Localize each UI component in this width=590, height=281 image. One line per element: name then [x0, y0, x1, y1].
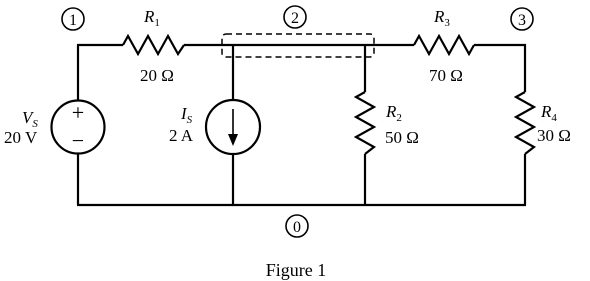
resistor-r1 — [123, 36, 184, 54]
r1-subscript: 1 — [154, 17, 160, 29]
r1-symbol: R — [144, 7, 155, 26]
node-1-label: 1 — [69, 12, 77, 29]
resistor-r2 — [356, 92, 374, 154]
r2-value: 50 Ω — [385, 128, 419, 147]
r4-value: 30 Ω — [537, 126, 571, 145]
resistor-r3 — [414, 36, 474, 54]
is-label — [180, 104, 193, 126]
wire-top-r3-n3 — [474, 45, 525, 92]
r4-subscript: 4 — [551, 112, 557, 124]
is-value: 2 A — [169, 126, 194, 145]
vs-subscript: S — [32, 118, 38, 130]
r2-subscript: 2 — [396, 112, 402, 124]
vs-symbol: V — [22, 108, 33, 127]
node-3-label: 3 — [518, 12, 526, 29]
r2-label — [385, 102, 402, 124]
vs-value: 20 V — [4, 128, 38, 147]
resistor-r4 — [516, 92, 534, 154]
r3-value: 70 Ω — [429, 66, 463, 85]
node-2-label: 2 — [291, 10, 299, 27]
is-symbol: I — [181, 104, 187, 123]
vs-label — [22, 108, 38, 130]
vs-minus-sign: − — [71, 128, 85, 153]
r1-value: 20 Ω — [140, 66, 174, 85]
r1-label — [143, 7, 160, 29]
node-0-label: 0 — [293, 219, 301, 236]
r4-symbol: R — [541, 102, 552, 121]
vs-plus-sign: + — [71, 100, 85, 125]
r3-symbol: R — [434, 7, 445, 26]
figure-caption: Figure 1 — [265, 260, 327, 280]
r3-subscript: 3 — [444, 17, 450, 29]
current-arrow-head — [228, 134, 238, 146]
r4-label — [540, 102, 557, 124]
is-subscript: S — [186, 114, 193, 126]
r3-label — [433, 7, 450, 29]
r2-symbol: R — [386, 102, 397, 121]
